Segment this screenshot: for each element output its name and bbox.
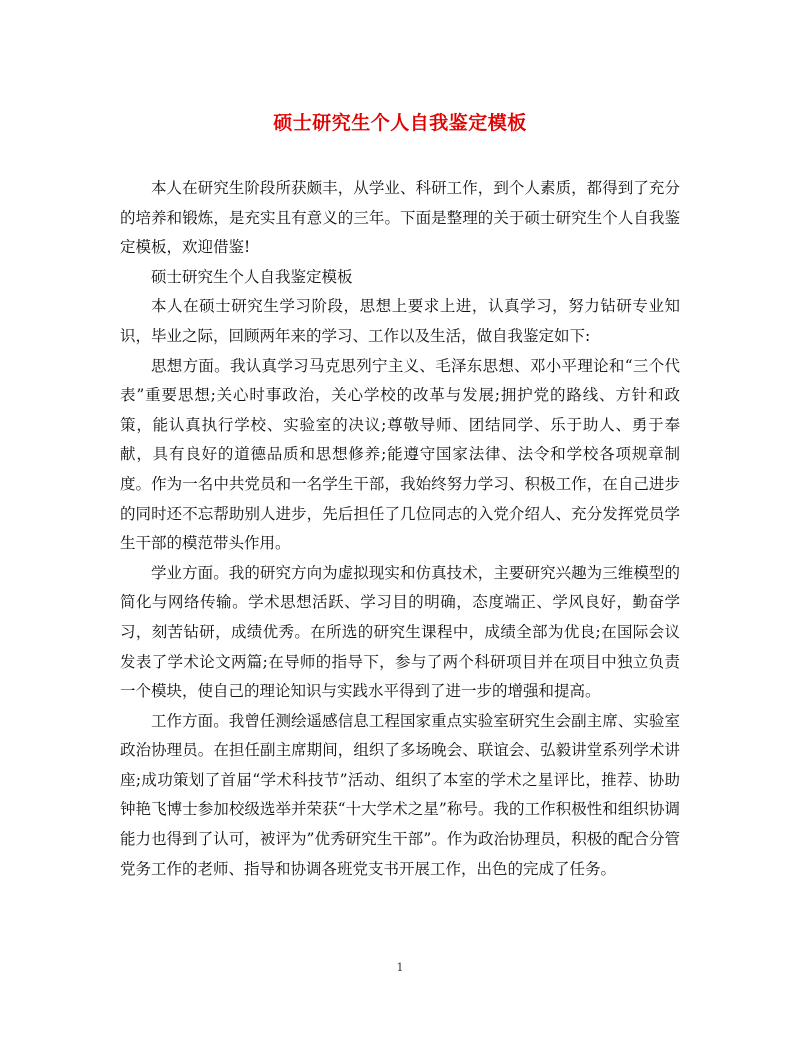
document-title: 硕士研究生个人自我鉴定模板 [273, 112, 527, 134]
paragraph-ideology: 思想方面。我认真学习马克思列宁主义、毛泽东思想、邓小平理论和“三个代表”重要思想;关心时事政治，关心学校的改革与发展;拥护党的路线、方针和政策，能认真执行学校、实验室的决议;尊敬导师、团结同学、乐于助人、勇于奉献，具有良好的道德品质和思想修养;能遵守国家法律、法令和学校各项规章制度。作为一名中共党员和一名学生干部，我始终努力学习、积极工作，在自己进步的同时还不忘帮助别人进步，先后担任了几位同志的入党介绍人、充分发挥党员学生干部的模范带头作用。 [120, 356, 680, 553]
page-number: 1 [396, 961, 404, 974]
document-body [120, 174, 680, 884]
paragraph-academics: 学业方面。我的研究方向为虚拟现实和仿真技术，主要研究兴趣为三维模型的简化与网络传输。学术思想活跃、学习目的明确，态度端正、学风良好，勤奋学习，刻苦钻研，成绩优秀。在所选的研究生课程中，成绩全部为优良;在国际会议发表了学术论文两篇;在导师的指导下，参与了两个科研项目并在项目中独立负责一个模块，使自己的理论知识与实践水平得到了进一步的增强和提高。 [120, 563, 680, 701]
paragraph-opening: 本人在硕士研究生学习阶段，思想上要求上进，认真学习，努力钻研专业知识，毕业之际，回顾两年来的学习、工作以及生活，做自我鉴定如下: [120, 297, 680, 345]
paragraph-intro: 本人在研究生阶段所获颇丰，从学业、科研工作，到个人素质，都得到了充分的培养和锻炼，是充实且有意义的三年。下面是整理的关于硕士研究生个人自我鉴定模板，欢迎借鉴! [120, 179, 680, 257]
paragraph-subtitle: 硕士研究生个人自我鉴定模板 [151, 267, 353, 286]
paragraph-work: 工作方面。我曾任测绘遥感信息工程国家重点实验室研究生会副主席、实验室政治协理员。在担任副主席期间，组织了多场晚会、联谊会、弘毅讲堂系列学术讲座;成功策划了首届“学术科技节”活动、组织了本室的学术之星评比，推荐、协助钟艳飞博士参加校级选举并荣获“十大学术之星”称号。我的工作积极性和组织协调能力也得到了认可，被评为”优秀研究生干部”。作为政治协理员，积极的配合分管党务工作的老师、指导和协调各班党支书开展工作，出色的完成了任务。 [120, 711, 680, 878]
